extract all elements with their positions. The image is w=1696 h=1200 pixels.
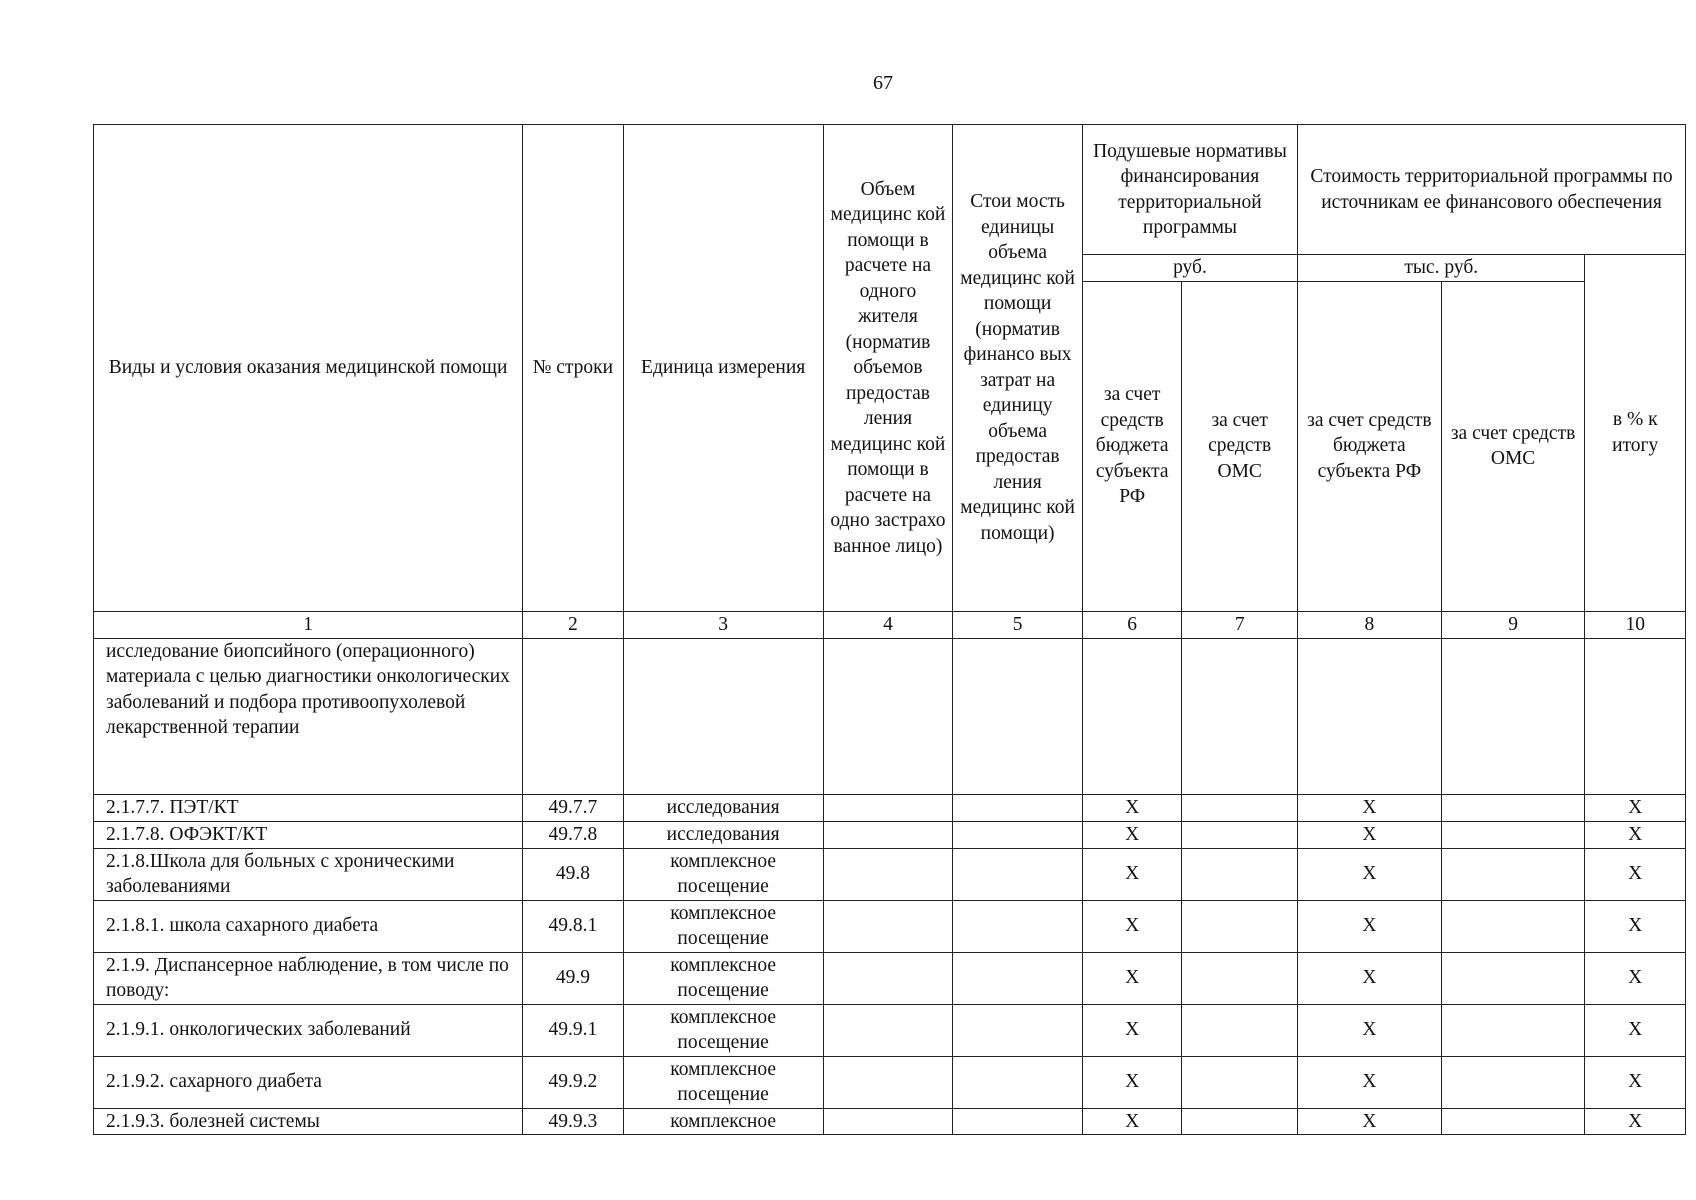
row-unit-cost bbox=[953, 952, 1083, 1004]
table-row bbox=[94, 638, 1686, 794]
row-percent: X bbox=[1585, 952, 1686, 1004]
row-cost-oms bbox=[1441, 638, 1585, 794]
row-cost-budget: X bbox=[1298, 821, 1442, 848]
header-cost-budget: за счет средств бюджета субъекта РФ bbox=[1298, 281, 1442, 611]
table-row bbox=[94, 1004, 1686, 1056]
header-norm-oms: за счет средств ОМС bbox=[1182, 281, 1298, 611]
table-row bbox=[94, 821, 1686, 848]
row-cost-oms bbox=[1441, 794, 1585, 821]
row-norm-oms bbox=[1182, 848, 1298, 900]
row-norm-budget: X bbox=[1082, 794, 1181, 821]
row-unit: комплексное посещение bbox=[623, 952, 823, 1004]
table-row bbox=[94, 900, 1686, 952]
row-line-number: 49.7.8 bbox=[523, 821, 624, 848]
column-number: 6 bbox=[1082, 611, 1181, 638]
row-norm-budget: X bbox=[1082, 952, 1181, 1004]
row-cost-budget: X bbox=[1298, 1108, 1442, 1135]
row-unit: комплексное посещение bbox=[623, 1004, 823, 1056]
row-percent: X bbox=[1585, 794, 1686, 821]
row-unit-cost bbox=[953, 1004, 1083, 1056]
row-name: 2.1.9.2. сахарного диабета bbox=[94, 1056, 523, 1108]
row-cost-oms bbox=[1441, 900, 1585, 952]
row-name: 2.1.7.7. ПЭТ/КТ bbox=[94, 794, 523, 821]
table-body bbox=[94, 638, 1686, 1135]
row-unit: комплексное посещение bbox=[623, 848, 823, 900]
row-cost-budget bbox=[1298, 638, 1442, 794]
row-cost-budget: X bbox=[1298, 952, 1442, 1004]
row-cost-budget: X bbox=[1298, 848, 1442, 900]
row-norm-budget: X bbox=[1082, 900, 1181, 952]
row-line-number: 49.8 bbox=[523, 848, 624, 900]
table-row bbox=[94, 794, 1686, 821]
row-name: 2.1.7.8. ОФЭКТ/КТ bbox=[94, 821, 523, 848]
row-cost-oms bbox=[1441, 1108, 1585, 1135]
row-norm-oms bbox=[1182, 900, 1298, 952]
row-unit: исследования bbox=[623, 821, 823, 848]
row-cost-budget: X bbox=[1298, 900, 1442, 952]
column-number: 8 bbox=[1298, 611, 1442, 638]
header-volume-norm: Объем медицинс кой помощи в расчете на одного жителя (норматив объемов предостав ления медицинс кой помощи в расчете на одно застрахо ванное лицо) bbox=[823, 125, 953, 612]
row-name: исследование биопсийного (операционного) материала с целью диагностики онкологических заболеваний и подбора противоопухолевой лекарственной терапии bbox=[94, 638, 523, 794]
row-cost-budget: X bbox=[1298, 794, 1442, 821]
row-norm-budget: X bbox=[1082, 821, 1181, 848]
row-percent: X bbox=[1585, 1004, 1686, 1056]
row-cost-oms bbox=[1441, 821, 1585, 848]
row-cost-budget: X bbox=[1298, 1004, 1442, 1056]
table-row bbox=[94, 848, 1686, 900]
row-line-number: 49.9 bbox=[523, 952, 624, 1004]
header-norm-budget: за счет средств бюджета субъекта РФ bbox=[1082, 281, 1181, 611]
row-line-number: 49.9.1 bbox=[523, 1004, 624, 1056]
row-norm-budget: X bbox=[1082, 848, 1181, 900]
column-number: 5 bbox=[953, 611, 1083, 638]
row-norm-oms bbox=[1182, 794, 1298, 821]
row-unit-cost bbox=[953, 821, 1083, 848]
row-percent bbox=[1585, 638, 1686, 794]
column-number: 10 bbox=[1585, 611, 1686, 638]
row-cost-oms bbox=[1441, 1056, 1585, 1108]
row-unit-cost bbox=[953, 794, 1083, 821]
column-number: 2 bbox=[523, 611, 624, 638]
row-name: 2.1.8.Школа для больных с хроническими заболеваниями bbox=[94, 848, 523, 900]
row-norm-budget bbox=[1082, 638, 1181, 794]
row-volume bbox=[823, 1056, 953, 1108]
row-norm-budget: X bbox=[1082, 1108, 1181, 1135]
row-name: 2.1.9.3. болезней системы bbox=[94, 1108, 523, 1135]
header-kind-of-care: Виды и условия оказания медицинской помощи bbox=[94, 125, 523, 612]
row-unit-cost bbox=[953, 1108, 1083, 1135]
row-volume bbox=[823, 1108, 953, 1135]
row-cost-oms bbox=[1441, 1004, 1585, 1056]
row-norm-oms bbox=[1182, 638, 1298, 794]
row-volume bbox=[823, 821, 953, 848]
table-header bbox=[94, 125, 1686, 639]
header-percent-of-total: в % к итогу bbox=[1585, 255, 1686, 612]
row-norm-oms bbox=[1182, 1108, 1298, 1135]
row-volume bbox=[823, 794, 953, 821]
row-cost-budget: X bbox=[1298, 1056, 1442, 1108]
header-cost-oms: за счет средств ОМС bbox=[1441, 281, 1585, 611]
row-norm-oms bbox=[1182, 821, 1298, 848]
row-norm-oms bbox=[1182, 1004, 1298, 1056]
row-line-number: 49.8.1 bbox=[523, 900, 624, 952]
row-name: 2.1.9. Диспансерное наблюдение, в том числе по поводу: bbox=[94, 952, 523, 1004]
header-program-cost: Стоимость территориальной программы по источникам ее финансового обеспечения bbox=[1298, 125, 1686, 255]
row-volume bbox=[823, 900, 953, 952]
row-percent: X bbox=[1585, 1056, 1686, 1108]
row-volume bbox=[823, 952, 953, 1004]
column-number: 3 bbox=[623, 611, 823, 638]
row-unit-cost bbox=[953, 848, 1083, 900]
row-line-number: 49.7.7 bbox=[523, 794, 624, 821]
row-unit: комплексное посещение bbox=[623, 1056, 823, 1108]
table-row bbox=[94, 952, 1686, 1004]
row-line-number bbox=[523, 638, 624, 794]
row-line-number: 49.9.3 bbox=[523, 1108, 624, 1135]
column-number: 4 bbox=[823, 611, 953, 638]
row-unit-cost bbox=[953, 638, 1083, 794]
header-per-capita-norms: Подушевые нормативы финансирования территориальной программы bbox=[1082, 125, 1297, 255]
table-row bbox=[94, 1056, 1686, 1108]
row-unit: комплексное посещение bbox=[623, 900, 823, 952]
row-percent: X bbox=[1585, 1108, 1686, 1135]
row-norm-budget: X bbox=[1082, 1004, 1181, 1056]
header-unit: Единица измерения bbox=[623, 125, 823, 612]
row-volume bbox=[823, 638, 953, 794]
header-unit-thousand-rub: тыс. руб. bbox=[1298, 255, 1585, 282]
column-number: 1 bbox=[94, 611, 523, 638]
column-number: 7 bbox=[1182, 611, 1298, 638]
header-line-number: № строки bbox=[523, 125, 624, 612]
header-unit-rub: руб. bbox=[1082, 255, 1297, 282]
table-row bbox=[94, 1108, 1686, 1135]
row-percent: X bbox=[1585, 900, 1686, 952]
header-unit-cost-norm: Стои мость единицы объема медицинс кой помощи (норматив финансо вых затрат на единицу объема предостав ления медицинс кой помощи) bbox=[953, 125, 1083, 612]
row-norm-oms bbox=[1182, 1056, 1298, 1108]
row-unit: комплексное bbox=[623, 1108, 823, 1135]
row-unit bbox=[623, 638, 823, 794]
column-number: 9 bbox=[1441, 611, 1585, 638]
row-cost-oms bbox=[1441, 848, 1585, 900]
row-cost-oms bbox=[1441, 952, 1585, 1004]
row-percent: X bbox=[1585, 821, 1686, 848]
financing-table bbox=[93, 124, 1686, 1135]
row-unit-cost bbox=[953, 1056, 1083, 1108]
row-norm-budget: X bbox=[1082, 1056, 1181, 1108]
row-norm-oms bbox=[1182, 952, 1298, 1004]
row-name: 2.1.9.1. онкологических заболеваний bbox=[94, 1004, 523, 1056]
row-unit: исследования bbox=[623, 794, 823, 821]
row-volume bbox=[823, 848, 953, 900]
row-line-number: 49.9.2 bbox=[523, 1056, 624, 1108]
row-name: 2.1.8.1. школа сахарного диабета bbox=[94, 900, 523, 952]
row-volume bbox=[823, 1004, 953, 1056]
row-percent: X bbox=[1585, 848, 1686, 900]
row-unit-cost bbox=[953, 900, 1083, 952]
column-number-row bbox=[94, 611, 1686, 638]
page-number: 67 bbox=[873, 72, 893, 94]
